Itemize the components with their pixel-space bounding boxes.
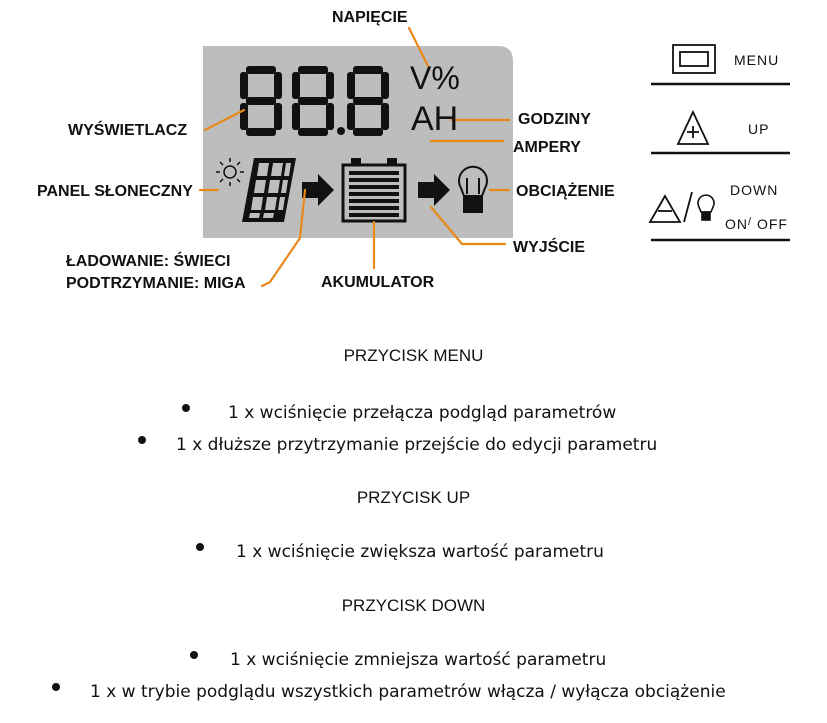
section-title-down: PRZYCISK DOWN (341, 596, 486, 615)
battery-icon (343, 158, 405, 221)
off-label: OFF (756, 216, 788, 232)
on-off-label (725, 216, 788, 232)
list-item (196, 542, 604, 562)
bullet-icon (52, 683, 60, 691)
list-item-text: 1 x wciśnięcie zmniejsza wartość parametru (230, 650, 607, 670)
bullet-icon (182, 404, 190, 412)
list-item-text: 1 x wciśnięcie zwiększa wartość parametru (236, 542, 604, 562)
list-item-text: 1 x dłuższe przytrzymanie przejście do edycji parametru (176, 435, 658, 455)
list-item (138, 435, 657, 455)
label-display: WYŚWIETLACZ (68, 122, 188, 139)
unit-volts-percent: V% (410, 60, 460, 96)
down-button-label: DOWN (730, 182, 779, 198)
bullet-icon (138, 436, 146, 444)
section-title-up: PRZYCISK UP (356, 488, 471, 507)
label-voltage: NAPIĘCIE (332, 9, 408, 26)
menu-button-icon (673, 45, 715, 73)
list-item (182, 403, 616, 423)
small-bulb-icon (698, 195, 714, 220)
label-amperes: AMPERY (513, 139, 581, 156)
bullet-icon (196, 543, 204, 551)
list-item (190, 650, 606, 670)
label-output: WYJŚCIE (513, 239, 586, 256)
menu-button-label: MENU (734, 52, 780, 68)
down-triangle-icon (650, 196, 680, 222)
label-load: OBCIĄŻENIE (516, 183, 615, 200)
label-battery: AKUMULATOR (321, 274, 435, 291)
label-float: PODTRZYMANIE: MIGA (66, 275, 246, 292)
label-charging: ŁADOWANIE: ŚWIECI (66, 253, 231, 270)
list-item-text: 1 x w trybie podglądu wszystkich parametrów włącza / wyłącza obciążenie (90, 682, 726, 702)
unit-amp-hours: AH (411, 100, 459, 138)
list-item-text: 1 x wciśnięcie przełącza podgląd parametrów (228, 403, 617, 423)
up-button-label: UP (748, 121, 770, 137)
on-off-separator: / (748, 216, 753, 228)
section-title-menu: PRZYCISK MENU (343, 346, 484, 365)
up-triangle-icon (678, 112, 708, 144)
on-label: ON (725, 216, 748, 232)
label-solar-panel: PANEL SŁONECZNY (37, 183, 193, 200)
lcd-digits-value (240, 66, 390, 138)
list-item (52, 682, 726, 702)
bullet-icon (190, 651, 198, 659)
label-hours: GODZINY (518, 111, 591, 128)
